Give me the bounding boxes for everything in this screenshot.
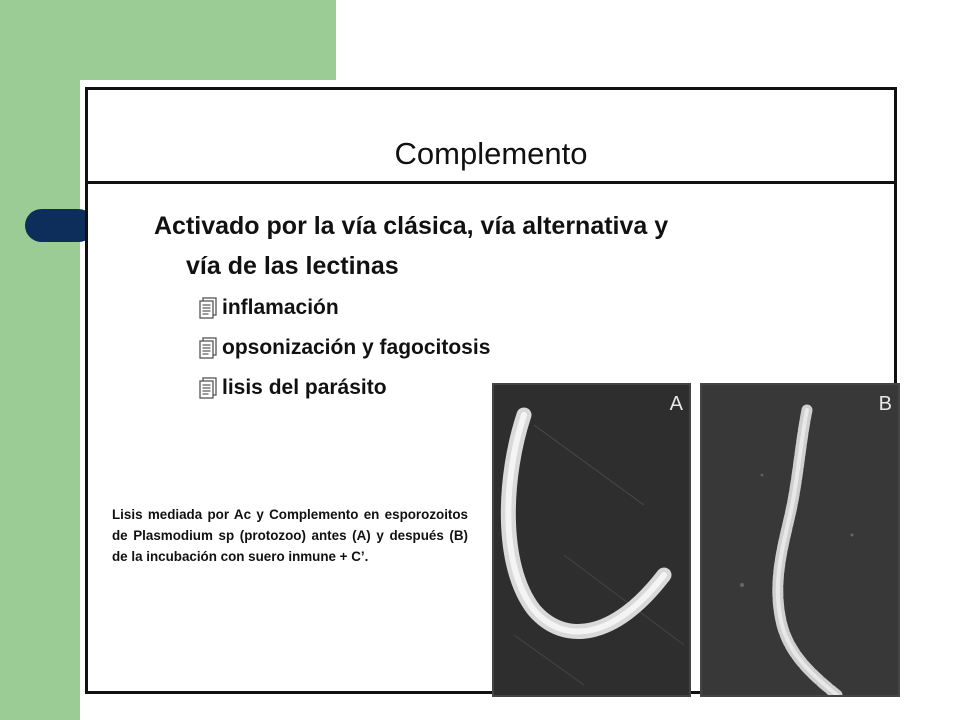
- main-bullet: [154, 206, 844, 286]
- figure-caption: Lisis mediada por Ac y Complemento en esporozoitos de Plasmodium sp (protozoo) antes (A) y después (B) de la incubación con suero inmune + C’.: [112, 507, 468, 564]
- slide-frame: [85, 87, 897, 694]
- left-green-bar: [0, 0, 80, 720]
- document-icon: [198, 337, 218, 359]
- parasite-before-image: [492, 383, 691, 697]
- main-bullet-line-2: vía de las lectinas: [186, 252, 399, 280]
- document-icon: [198, 297, 218, 319]
- sub-bullet-list: [198, 288, 490, 408]
- sub-item-label: inflamación: [222, 296, 339, 319]
- top-green-block: [80, 0, 336, 80]
- list-item: [198, 288, 490, 328]
- sub-item-label: lisis del parásito: [222, 376, 387, 399]
- photo-label-b: B: [878, 393, 892, 415]
- main-bullet-line-1: Activado por la vía clásica, vía alternativa y: [154, 212, 669, 240]
- parasite-after-image: [700, 383, 900, 697]
- list-item: [198, 368, 490, 408]
- sub-item-label: opsonización y fagocitosis: [222, 336, 491, 359]
- photo-label-a: A: [669, 393, 683, 415]
- list-item: [198, 328, 490, 368]
- title-band: [88, 90, 894, 184]
- document-icon: [198, 377, 218, 399]
- slide-title: Complemento: [394, 136, 588, 171]
